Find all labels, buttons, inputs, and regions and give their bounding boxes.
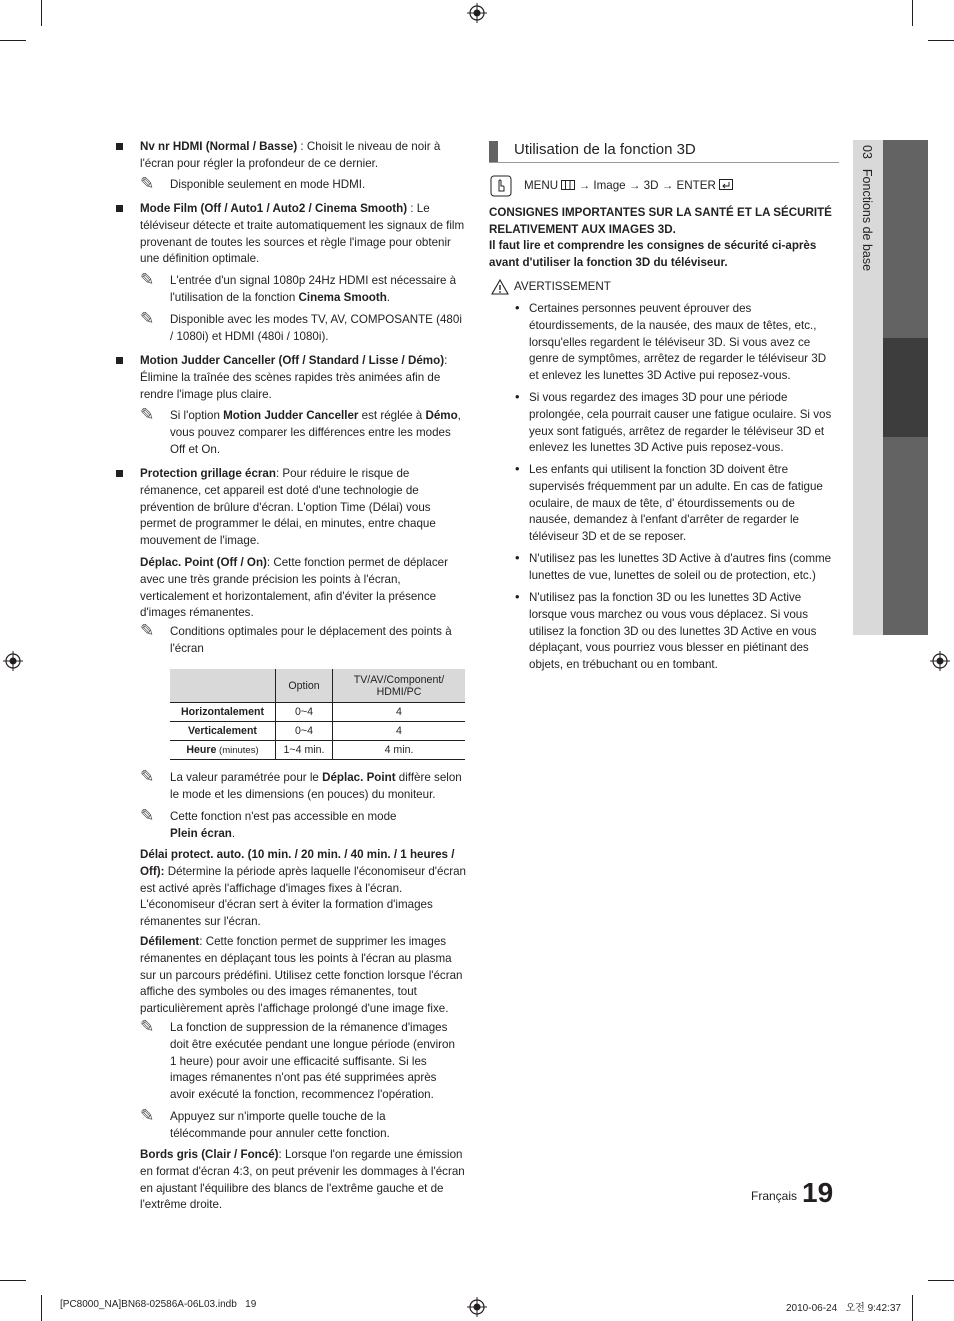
- crop-mark: [912, 0, 913, 26]
- table-cell: Horizontalement: [181, 706, 264, 718]
- table-cell: 4: [333, 703, 466, 722]
- bullet-dot-icon: •: [515, 300, 520, 315]
- registration-mark-icon: [930, 651, 950, 671]
- gray-bars-title: Bords gris (Clair / Foncé): [140, 1148, 279, 1161]
- note-pencil-icon: ✎: [140, 270, 155, 289]
- judder-note: Si l'option Motion Judder Canceller est réglée à Démo, vous pouvez comparer les différences entre les modes Off et On.: [170, 409, 461, 456]
- crop-mark: [41, 0, 42, 26]
- registration-mark-icon: [3, 651, 23, 671]
- table-header-cell: TV/AV/Component/ HDMI/PC: [333, 669, 466, 703]
- pixel-shift-text: : Cette fonction permet de déplacer avec une très grande précision les points à l'écran, verticalement et horizontalement, afin d'éviter la présence d'images rémanentes.: [140, 556, 448, 620]
- film-note-2: Disponible avec les modes TV, AV, COMPOSANTE (480i / 1080i) et HDMI (480i / 1080i).: [170, 313, 462, 343]
- table-note-2: Cette fonction n'est pas accessible en mode Plein écran.: [170, 810, 397, 840]
- warning-item: Si vous regardez des images 3D pour une période prolongée, cela pourrait causer une fatigue oculaire. Si vos yeux sont fatigués, arrêtez de regarder le téléviseur 3D et enlevez les lunettes 3D Active puis reposez-vous.: [529, 391, 832, 455]
- warning-subheading: Il faut lire et comprendre les consignes de sécurité ci-après avant d'utiliser la fonction 3D du téléviseur.: [489, 239, 817, 269]
- protect-paragraph: [140, 466, 466, 550]
- warning-item: N'utilisez pas la fonction 3D ou les lunettes 3D Active lorsque vous marchez ou vous vous déplacez. Si vous utilisez la fonction 3D ou des lunettes 3D Active en vous déplaçant, vous pourriez vous blesser en piétinant des objets, en trébuchant ou en tombant.: [529, 591, 817, 672]
- warning-item: N'utilisez pas les lunettes 3D Active à d'autres fins (comme lunettes de vue, lunettes de soleil ou de protection, etc.): [529, 552, 832, 582]
- section-title-rule: [489, 162, 839, 163]
- film-title: Mode Film (Off / Auto1 / Auto2 / Cinema Smooth): [140, 202, 408, 215]
- table-cell: 4 min.: [333, 741, 466, 760]
- file-info: [PC8000_NA]BN68-02586A-06L03.indb 19: [60, 1299, 257, 1310]
- note-pencil-icon: ✎: [140, 174, 155, 193]
- remote-hand-icon: [490, 175, 512, 197]
- bullet-dot-icon: •: [515, 389, 520, 404]
- crop-mark: [0, 40, 26, 41]
- warning-item: Certaines personnes peuvent éprouver des étourdissements, de la nausée, des maux de têtes, etc., lorsqu'elles regardent le téléviseur 3D. Si vous avez ce genre de symptômes, arrêtez de regarder le téléviseur 3D et enlevez les lunettes 3D Active pui reposez-vous.: [529, 302, 827, 383]
- print-timestamp: 2010-06-24 오전 9:42:37: [786, 1303, 901, 1314]
- note-pencil-icon: ✎: [140, 767, 155, 786]
- film-text: : Le téléviseur détecte et traite automatiquement les signaux de film provenant de toutes les sources et règle l'image pour obtenir une définition optimale.: [140, 202, 465, 266]
- note-pencil-icon: ✎: [140, 806, 155, 825]
- judder-title: Motion Judder Canceller (Off / Standard / Lisse / Démo): [140, 354, 445, 367]
- table-header-cell: Option: [276, 669, 333, 703]
- table-cell: 0~4: [276, 703, 333, 722]
- judder-text: : Élimine la traînée des scènes rapides très animées afin de rendre l'image plus claire.: [140, 354, 448, 401]
- menu-icon: [561, 180, 575, 190]
- film-note-1: L'entrée d'un signal 1080p 24Hz HDMI est nécessaire à l'utilisation de la fonction Cinema Smooth.: [170, 274, 457, 304]
- hdmi-text: : Choisit le niveau de noir à l'écran pour régler la profondeur de ce dernier.: [140, 140, 441, 170]
- pixel-shift-note: Conditions optimales pour le déplacement des points à l'écran: [170, 625, 452, 655]
- footer-language: Français: [751, 1189, 798, 1203]
- side-tab-active-block: [883, 338, 928, 437]
- caution-label: AVERTISSEMENT: [514, 280, 611, 293]
- crop-mark: [928, 40, 954, 41]
- crop-mark: [928, 1280, 954, 1281]
- auto-protect-title: Délai protect. auto. (10 min. / 20 min. / 40 min. / 1 heures / Off):: [140, 848, 455, 878]
- bullet-square-icon: [116, 205, 123, 212]
- page-number: 19: [802, 1177, 834, 1208]
- table-cell: Verticalement: [188, 725, 257, 737]
- chapter-number: 03: [860, 145, 874, 159]
- note-pencil-icon: ✎: [140, 405, 155, 424]
- protect-title: Protection grillage écran: [140, 467, 276, 480]
- side-tab-label: [860, 145, 874, 271]
- table-row: [170, 722, 465, 741]
- note-pencil-icon: ✎: [140, 1106, 155, 1125]
- crop-mark: [41, 1295, 42, 1321]
- protect-text: : Pour réduire le risque de rémanence, cet appareil est doté d'une technologie de prévention de brûlure d'écran. L'option Time (Délai) vous permet de programmer le délai, en minutes, entre chaque mouvement de l'image.: [140, 467, 436, 548]
- chapter-title: Fonctions de base: [860, 168, 874, 272]
- section-title-marker: [489, 141, 498, 162]
- scroll-note-1: La fonction de suppression de la rémanence d'images doit être exécutée pendant une longue période (environ 1 heure) pour avoir une efficacité suffisante. Si les images rémanentes n'ont pas été supprimées après avoir exécuté la fonction, recommencez l'opération.: [170, 1021, 455, 1102]
- pixel-shift-table: [170, 669, 465, 760]
- bullet-dot-icon: •: [515, 589, 520, 604]
- auto-protect-text: Détermine la période après laquelle l'économiseur d'écran est activé après l'affichage d'images fixes à l'écran. L'économiseur d'écran sert à éviter la formation d'images rémanentes sur l'écran.: [140, 864, 466, 929]
- registration-mark-icon: [467, 1297, 487, 1317]
- gray-bars-text: : Lorsque l'on regarde une émission en format d'écran 4:3, on peut prévenir les dommages à l'écran en ajustant l'équilibre des blancs de l'extrême gauche et de l'extrême droite.: [140, 1148, 465, 1212]
- side-tab-block: [883, 140, 928, 338]
- scroll-title: Défilement: [140, 935, 200, 948]
- gray-bars-paragraph: [140, 1147, 466, 1214]
- table-header-row: [170, 669, 465, 703]
- warning-item: Les enfants qui utilisent la fonction 3D doivent être supervisés fréquemment par un adulte. En cas de fatigue oculaire, de maux de tête, d' étourdissements ou de nausée, demandez à l'enfant d'arrêter de regarder le téléviseur 3D et de se reposer.: [529, 463, 823, 544]
- table-row: Heure (minutes) 1~4 min. 4 min.: [170, 741, 465, 760]
- bullet-dot-icon: •: [515, 461, 520, 476]
- note-pencil-icon: ✎: [140, 1017, 155, 1036]
- caution-triangle-icon: [491, 279, 509, 295]
- side-tab-block: [883, 437, 928, 635]
- auto-protect-paragraph: [140, 847, 466, 931]
- menu-label: MENU: [524, 179, 559, 192]
- menu-path-steps: → Image → 3D →: [575, 179, 677, 192]
- warning-heading: CONSIGNES IMPORTANTES SUR LA SANTÉ ET LA SÉCURITÉ RELATIVEMENT AUX IMAGES 3D.: [489, 206, 832, 236]
- table-note-1: La valeur paramétrée pour le Déplac. Point diffère selon le mode et les dimensions (en pouces) du moniteur.: [170, 771, 462, 801]
- bullet-square-icon: [116, 470, 123, 477]
- table-cell: 1~4 min.: [276, 741, 333, 760]
- table-cell: 4: [333, 722, 466, 741]
- bullet-square-icon: [116, 357, 123, 364]
- film-paragraph: [140, 201, 466, 268]
- table-header-cell: [170, 669, 276, 703]
- menu-path: [524, 178, 733, 194]
- table-cell: Heure: [186, 744, 217, 756]
- crop-mark: [0, 1280, 26, 1281]
- bullet-dot-icon: •: [515, 550, 520, 565]
- pixel-shift-paragraph: [140, 555, 466, 622]
- hdmi-title: Nv nr HDMI (Normal / Basse): [140, 140, 298, 153]
- judder-paragraph: [140, 353, 466, 403]
- scroll-paragraph: [140, 934, 466, 1018]
- table-cell: 0~4: [276, 722, 333, 741]
- enter-label: ENTER: [676, 179, 716, 192]
- note-pencil-icon: ✎: [140, 309, 155, 328]
- crop-mark: [912, 1295, 913, 1321]
- table-row: [170, 703, 465, 722]
- registration-mark-icon: [467, 3, 487, 23]
- hdmi-note: Disponible seulement en mode HDMI.: [170, 178, 366, 191]
- section-title: Utilisation de la fonction 3D: [514, 141, 696, 158]
- note-pencil-icon: ✎: [140, 621, 155, 640]
- enter-icon: [719, 179, 733, 190]
- hdmi-paragraph: [140, 139, 466, 173]
- pixel-shift-title: Déplac. Point (Off / On): [140, 556, 267, 569]
- scroll-note-2: Appuyez sur n'importe quelle touche de la télécommande pour annuler cette fonction.: [170, 1110, 390, 1140]
- scroll-text: : Cette fonction permet de supprimer les images rémanentes en déplaçant tous les points à l'écran au plasma sur un parcours prédéfini. Utilisez cette fonction lorsque l'écran affiche des symboles ou des images rémanentes, tout particulièrement après l'affichage prolongé d'une image fixe.: [140, 935, 463, 1016]
- bullet-square-icon: [116, 143, 123, 150]
